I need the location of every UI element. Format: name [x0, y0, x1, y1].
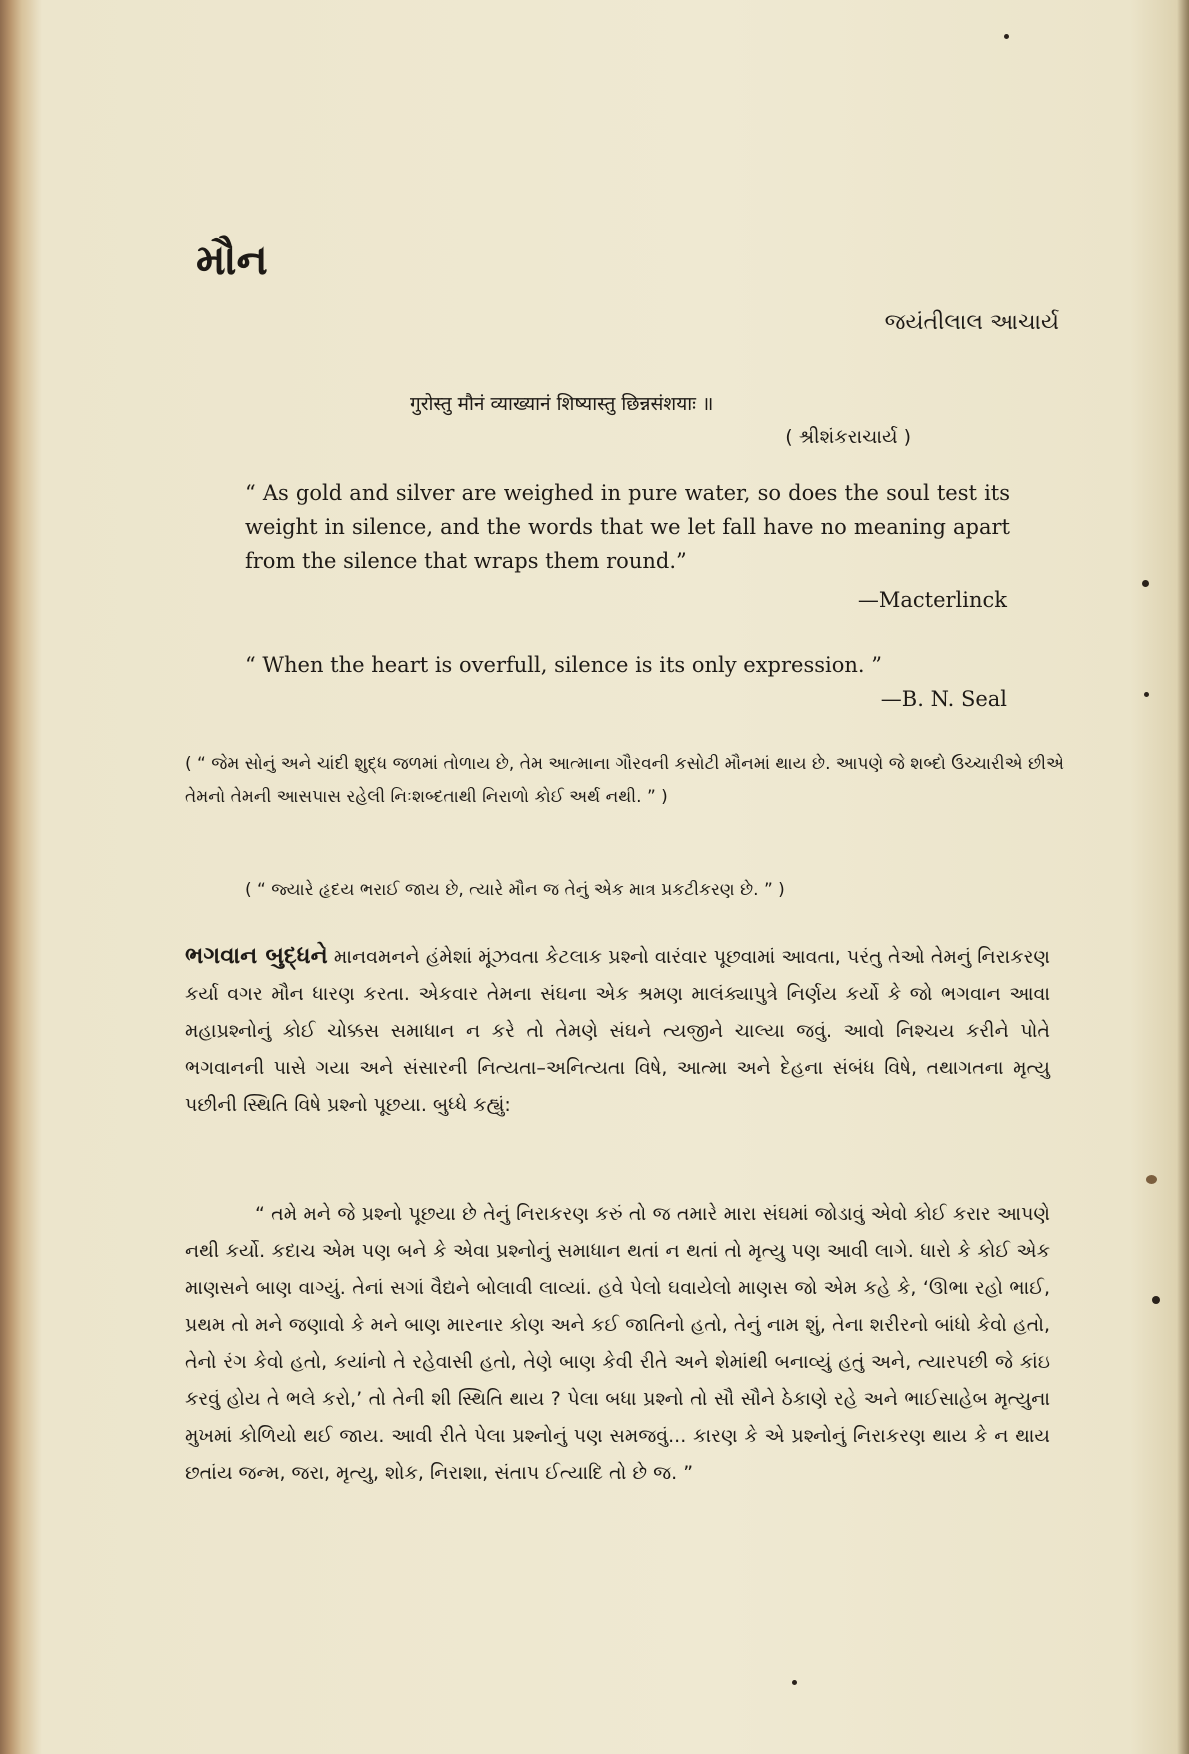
paper-speck — [792, 1680, 797, 1685]
paper-speck — [1146, 1175, 1157, 1184]
paper-speck — [1152, 1296, 1160, 1304]
gujarati-translation-2: ( “ જ્યારે હૃદય ભરાઈ જાય છે, ત્યારે મૌન જ તેનું એક માત્ર પ્રકટીકરણ છે. ” ) — [245, 880, 785, 900]
body-paragraph-2: “ તમે મને જે પ્રશ્નો પૂછયા છે તેનું નિરાકરણ કરું તો જ તમારે મારા સંઘમાં જોડાવું એવો કોઈ કરાર આપણે નથી કર્યો. કદાચ એમ પણ બને કે એવા પ્રશ્નોનું સમાધાન થતાં ન થતાં તો મૃત્યુ પણ આવી લાગે. ધારો કે કોઈ એક માણસને બાણ વાગ્યું. તેનાં સગાં વૈદ્યને બોલાવી લાવ્યાં. હવે પેલો ઘવાયેલો માણસ જો એમ કહે કે, ‘ઊભા રહો ભાઈ, પ્રથમ તો મને જણાવો કે મને બાણ મારનાર કોણ અને કઈ જાતિનો હતો, તેનું નામ શું, તેના શરીરનો બાંધો કેવો હતો, તેનો રંગ કેવો હતો, કયાંનો તે રહેવાસી હતો, તેણે બાણ કેવી રીતે અને શેમાંથી બનાવ્યું હતું અને, ત્યારપછી જે કાંઇ કરવું હોય તે ભલે કરો,’ તો તેની શી સ્થિતિ થાય ? પેલા બધા પ્રશ્નો તો સૌ સૌને ઠેકાણે રહે અને ભાઈસાહેબ મૃત્યુના મુખમાં કોળિયો થઈ જાય. આવી રીતે પેલા પ્રશ્નોનું પણ સમજવું... કારણ કે એ પ્રશ્નોનું નિરાકરણ થાય કે ન થાય છતાંય જન્મ, જરા, મૃત્યુ, શોક, નિરાશા, સંતાપ ઈત્યાદિ તો છે જ. ” — [185, 1203, 1050, 1484]
page-spine-shadow — [0, 0, 42, 1754]
page-edge-shadow — [1177, 0, 1189, 1754]
author-name: જયંતીલાલ આચાર્ય — [884, 310, 1059, 335]
english-quote-1: “ As gold and silver are weighed in pure water, so does the soul test its weight in silence, and the words that we let fall have no meaning apart from the silence that wraps them round.” — [245, 481, 1010, 573]
english-quote-2: “ When the heart is overfull, silence is its only expression. ” — [245, 653, 882, 677]
paragraph-lead: ભગવાન બુદ્ધને — [185, 943, 328, 969]
gujarati-translation-1: ( “ જેમ સોનું અને ચાંદી શુદ્ધ જળમાં તોળાય છે, તેમ આત્માના ગૌરવની કસોટી મૌનમાં થાય છે. આપણે જે શબ્દો ઉચ્ચારીએ છીએ તેમનો તેમની આસપાસ રહેલી નિઃશબ્દતાથી નિરાળો કોઈ અર્થ નથી. ” ) — [185, 754, 1064, 807]
body-paragraph-1 — [185, 938, 1050, 1124]
sanskrit-source: ( શ્રીશંકરાચાર્ય ) — [785, 426, 911, 448]
page-title: મૌન — [196, 235, 268, 284]
paper-speck — [1144, 692, 1149, 697]
english-quote-1-attribution: —Macterlinck — [857, 588, 1007, 612]
paper-speck — [1142, 580, 1149, 587]
paper-speck — [1004, 34, 1009, 39]
paragraph-1-text: માનવમનને હંમેશાં મૂંઝવતા કેટલાક પ્રશ્નો વારંવાર પૂછવામાં આવતા, પરંતુ તેઓ તેમનું નિરાકરણ કર્યા વગર મૌન ધારણ કરતા. એકવાર તેમના સંઘના એક શ્રમણ માલંક્યાપુત્રે નિર્ણય કર્યો કે જો ભગવાન આવા મહાપ્રશ્નોનું કોઈ ચોક્કસ સમાધાન ન કરે તો તેમણે સંઘને ત્યજીને ચાલ્યા જવું. આવો નિશ્ચય કરીને પોતે ભગવાનની પાસે ગયા અને સંસારની નિત્યતા–અનિત્યતા વિષે, આત્મા અને દેહના સંબંધ વિષે, તથાગતના મૃત્યુ પછીની સ્થિતિ વિષે પ્રશ્નો પૂછયા. બુધ્ધે કહ્યું: — [185, 946, 1050, 1116]
sanskrit-verse: गुरोस्तु मौनं व्याख्यानं शिष्यास्तु छिन्नसंशयाः ॥ — [410, 393, 714, 415]
english-quote-2-attribution: —B. N. Seal — [880, 687, 1007, 711]
